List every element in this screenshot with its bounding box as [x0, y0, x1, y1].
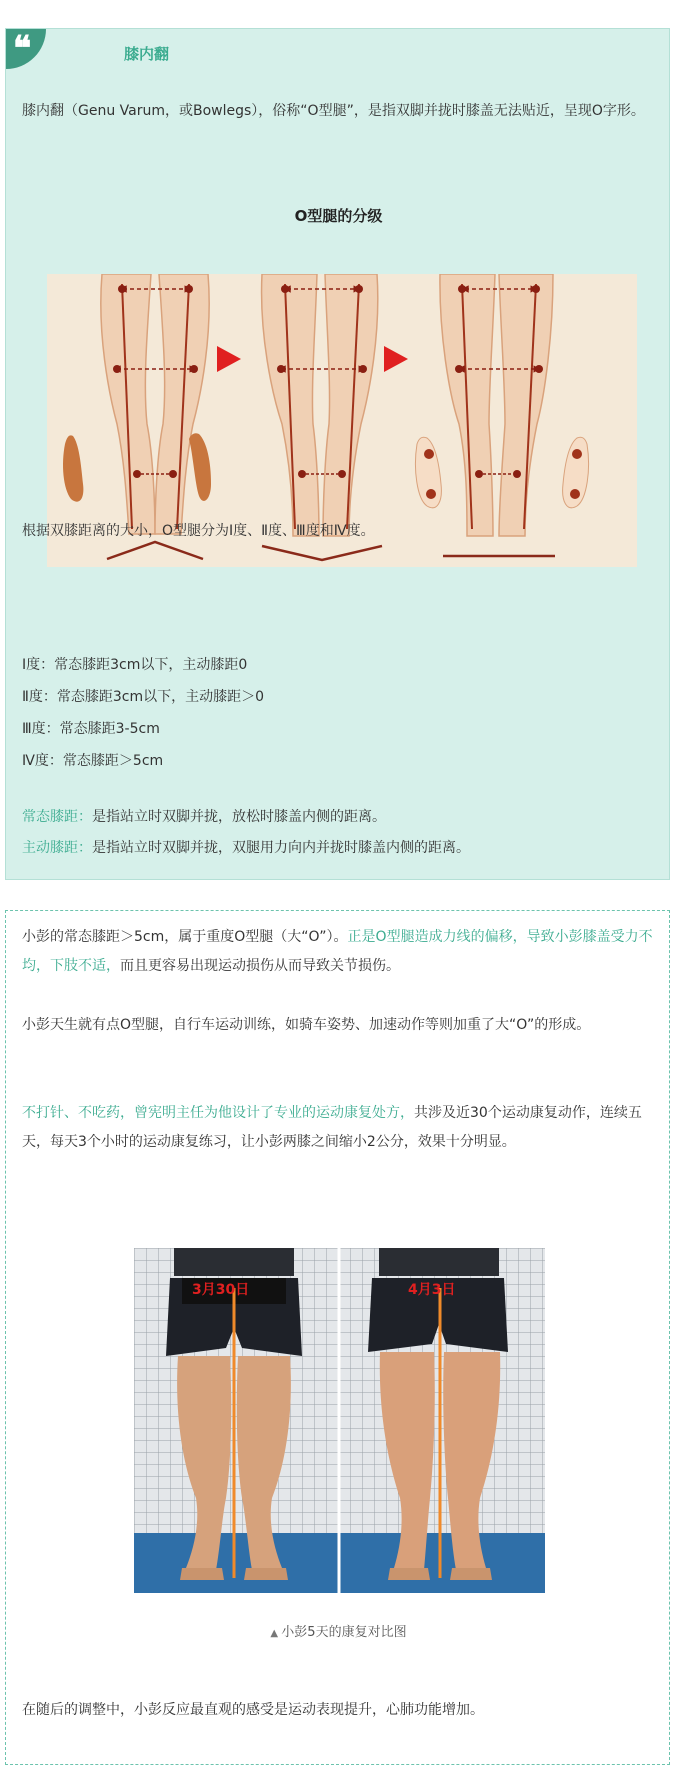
quote-icon: ❝: [6, 29, 46, 69]
grade-list: [22, 649, 264, 777]
definition-active-distance: [22, 834, 470, 863]
comparison-photo: [134, 1248, 545, 1593]
definition-term: 常态膝距：: [22, 809, 92, 825]
info-box: [5, 28, 670, 880]
definition-text: 是指站立时双脚并拢，双腿用力向内并拢时膝盖内侧的距离。: [92, 840, 470, 856]
definition-normal-distance: [22, 803, 386, 832]
comparison-photo-drawing: [134, 1248, 545, 1593]
story-highlight: 正是O型腿造成力线的偏移，导致小彭膝盖受力不均，下肢不适，: [22, 929, 653, 974]
arrow-icon: [384, 346, 408, 372]
story-text: 小彭的常态膝距＞5cm，属于重度O型腿（大“O”）。: [22, 929, 348, 945]
grade-item: Ⅱ度：常态膝距3cm以下，主动膝距＞0: [22, 689, 265, 705]
arrow-icon: [217, 346, 241, 372]
photo-label-after: 4月3日: [408, 1282, 456, 1298]
definition-term: 主动膝距：: [22, 840, 92, 856]
photo-caption: [6, 1621, 671, 1640]
story-paragraph-3: [22, 1099, 658, 1157]
caption-text: 小彭5天的康复对比图: [281, 1625, 407, 1640]
story-box: [5, 910, 670, 1765]
story-paragraph-4: 在随后的调整中，小彭反应最直观的感受是运动表现提升，心肺功能增加。: [22, 1702, 484, 1718]
box-title: 膝内翻: [124, 45, 170, 63]
story-paragraph-1: [22, 923, 658, 981]
triangle-icon: ▲: [270, 1628, 282, 1639]
grading-sentence: 根据双膝距离的大小，O型腿分为Ⅰ度、Ⅱ度、Ⅲ度和Ⅳ度。: [22, 523, 375, 539]
grade-item: Ⅲ度：常态膝距3-5cm: [22, 721, 160, 737]
grade-item: Ⅳ度：常态膝距＞5cm: [22, 753, 164, 769]
definition-text: 是指站立时双脚并拢，放松时膝盖内侧的距离。: [92, 809, 386, 825]
grade-item: Ⅰ度：常态膝距3cm以下，主动膝距0: [22, 657, 248, 673]
story-highlight: 不打针、不吃药，曾宪明主任为他设计了专业的运动康复处方，: [22, 1105, 414, 1121]
story-text: 而且更容易出现运动损伤从而导致关节损伤。: [120, 958, 400, 974]
photo-label-before: 3月30日: [192, 1282, 250, 1298]
intro-paragraph: 膝内翻（Genu Varum，或Bowlegs），俗称“O型腿”，是指双脚并拢时膝盖无法贴近，呈现O字形。: [22, 103, 645, 119]
grading-title: O型腿的分级: [294, 207, 383, 225]
story-paragraph-2: 小彭天生就有点O型腿，自行车运动训练，如骑车姿势、加速动作等则加重了大“O”的形成。: [22, 1017, 591, 1033]
story-text: 共涉及近30个运动康复动作，连续五天，每天3个小时的运动康复练习，让小彭两膝之间缩小2公分，效果十分明显。: [22, 1105, 642, 1150]
legs-stage-3: [415, 274, 588, 556]
